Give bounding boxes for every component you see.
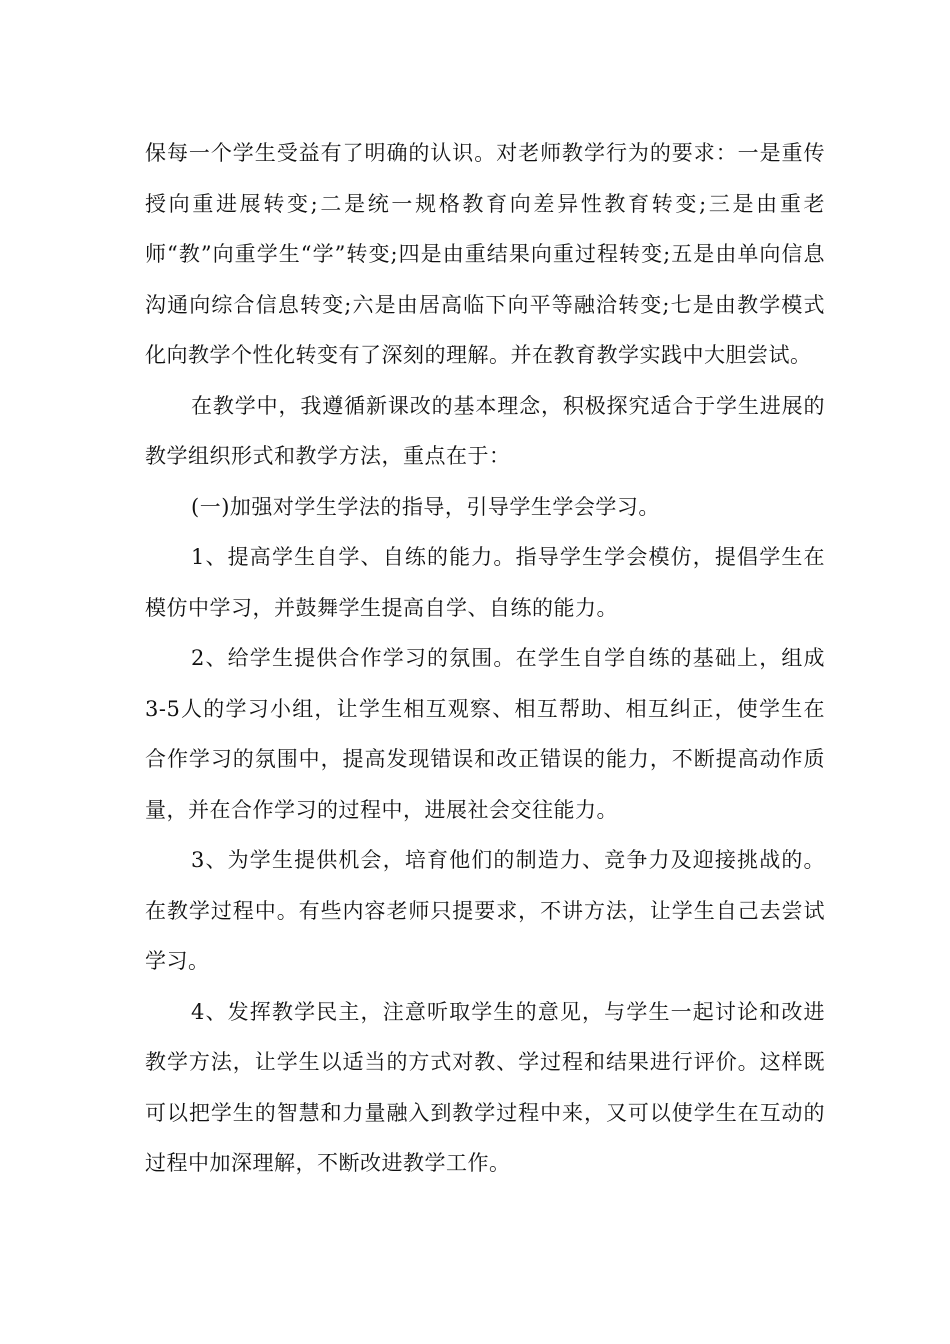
paragraph-continuation: 保每一个学生受益有了明确的认识。对老师教学行为的要求：一是重传授向重进展转变;二是统一规格教育向差异性教育转变;三是由重老师“教”向重学生“学”转变;四是由重结果向重过程转变;五是由单向信息沟通向综合信息转变;六是由居高临下向平等融洽转变;七是由教学模式化向教学个性化转变有了深刻的理解。并在教育教学实践中大胆尝试。 xyxy=(145,141,825,367)
list-item-1: 1、提高学生自学、自练的能力。指导学生学会模仿，提倡学生在模仿中学习，并鼓舞学生提高自学、自练的能力。 xyxy=(145,545,825,620)
document-body xyxy=(145,128,825,1189)
list-item-3: 3、为学生提供机会，培育他们的制造力、竞争力及迎接挑战的。在教学过程中。有些内容老师只提要求，不讲方法，让学生自己去尝试学习。 xyxy=(145,848,825,973)
list-item-2: 2、给学生提供合作学习的氛围。在学生自学自练的基础上，组成3-5人的学习小组，让学生相互观察、相互帮助、相互纠正，使学生在合作学习的氛围中，提高发现错误和改正错误的能力，不断提高动作质量，并在合作学习的过程中，进展社会交往能力。 xyxy=(145,646,825,822)
list-item-4: 4、发挥教学民主，注意听取学生的意见，与学生一起讨论和改进教学方法，让学生以适当的方式对教、学过程和结果进行评价。这样既可以把学生的智慧和力量融入到教学过程中来，又可以使学生在互动的过程中加深理解，不断改进教学工作。 xyxy=(145,999,825,1175)
paragraph-teaching-intro: 在教学中，我遵循新课改的基本理念，积极探究适合于学生进展的教学组织形式和教学方法，重点在于： xyxy=(145,393,825,468)
section-heading-1: (一)加强对学生学法的指导，引导学生学会学习。 xyxy=(191,494,660,519)
